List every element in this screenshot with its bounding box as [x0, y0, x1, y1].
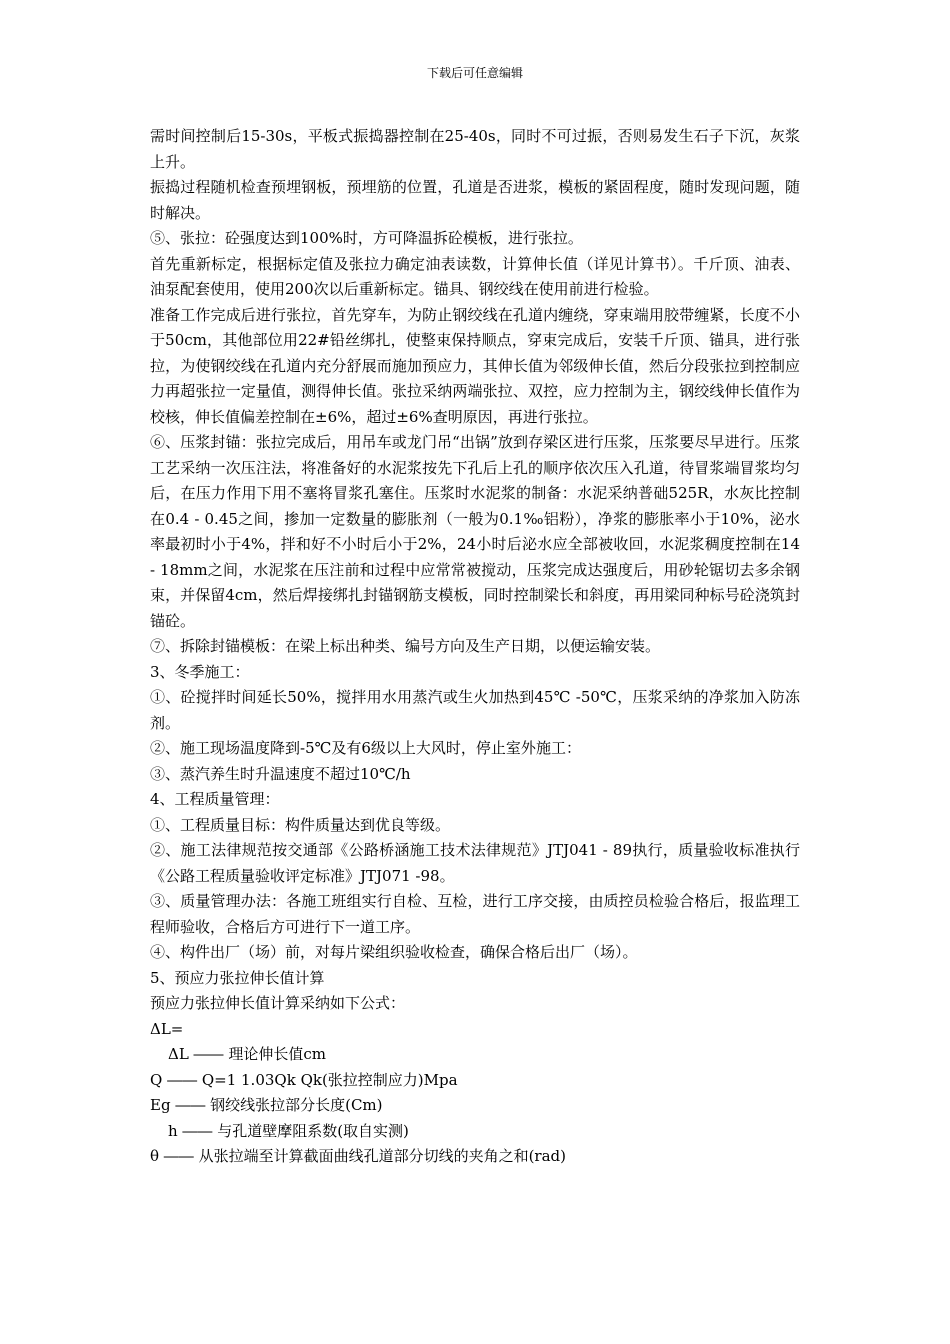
- formula-def-eg: Eg ―― 钢绞线张拉部分长度(Cm): [150, 1096, 383, 1114]
- document-body: [150, 124, 800, 1170]
- paragraph: 首先重新标定，根据标定值及张拉力确定油表读数，计算伸长值（详见计算书）。千斤顶、油表、油泵配套使用，使用200次以后重新标定。锚具、钢绞线在使用前进行检验。: [150, 254, 800, 298]
- formula-def-q: Q ―― Q=1 1.03Qk Qk(张拉控制应力)Mpa: [150, 1070, 458, 1089]
- section-heading: 3、冬季施工：: [150, 662, 250, 681]
- paragraph: ③、蒸汽养生时升温速度不超过10℃/h: [150, 764, 411, 783]
- formula-def-h: h ―― 与孔道壁摩阻系数(取自实测): [168, 1121, 409, 1140]
- formula-block: [150, 1017, 800, 1170]
- paragraph: ①、砼搅拌时间延长50%，搅拌用水用蒸汽或生火加热到45℃ -50℃，压浆采纳的净浆加入防冻剂。: [150, 688, 800, 732]
- section-heading: 5、预应力张拉伸长值计算: [150, 968, 325, 987]
- paragraph: ②、施工现场温度降到-5℃及有6级以上大风时，停止室外施工：: [150, 739, 581, 757]
- paragraph: ④、构件出厂（场）前，对每片梁组织验收检查，确保合格后出厂（场）。: [150, 943, 638, 961]
- paragraph: ⑥、压浆封锚：张拉完成后，用吊车或龙门吊“出锅”放到存梁区进行压浆，压浆要尽早进行。压浆工艺采纳一次压注法，将准备好的水泥浆按先下孔后上孔的顺序依次压入孔道，待冒浆端冒浆均匀后，在压力作用下用不塞将冒浆孔塞住。压浆时水泥浆的制备：水泥采纳普础525R，水灰比控制在0.4 - 0.45之间，掺加一定数量的膨胀剂（一般为0.1‰铝粉），净浆的膨胀率小于10%，泌水率最初时小于4%，拌和好不小时后小于2%，24小时后泌水应全部被收回，水泥浆稠度控制在14 - 18mm之间，水泥浆在压注前和过程中应常常被搅动，压浆完成达强度后，用砂轮锯切去多余钢束，并保留4cm，然后焊接绑扎封锚钢筋支模板，同时控制梁长和斜度，再用梁同种标号砼浇筑封锚砼。: [150, 433, 800, 630]
- paragraph: 需时间控制后15-30s，平板式振捣器控制在25-40s，同时不可过振，否则易发生石子下沉，灰浆上升。: [150, 127, 800, 171]
- paragraph: 振捣过程随机检查预埋钢板，预埋筋的位置，孔道是否进浆，模板的紧固程度，随时发现问题，随时解决。: [150, 178, 800, 222]
- formula-def-delta-l: ΔL ―― 理论伸长值cm: [168, 1045, 326, 1063]
- section-heading: 4、工程质量管理：: [150, 790, 280, 808]
- formula-def-theta: θ ―― 从张拉端至计算截面曲线孔道部分切线的夹角之和(rad): [150, 1147, 566, 1165]
- formula-main: ΔL=: [150, 1019, 184, 1038]
- paragraph: ①、工程质量目标：构件质量达到优良等级。: [150, 815, 451, 834]
- paragraph: 预应力张拉伸长值计算采纳如下公式：: [150, 994, 406, 1012]
- paragraph: ③、质量管理办法：各施工班组实行自检、互检，进行工序交接，由质控员检验合格后，报监理工程师验收，合格后方可进行下一道工序。: [150, 892, 800, 936]
- paragraph: ⑤、张拉：砼强度达到100%时，方可降温拆砼模板，进行张拉。: [150, 229, 583, 247]
- page-header: 下载后可任意编辑: [426, 66, 523, 80]
- paragraph: ②、施工法律规范按交通部《公路桥涵施工技术法律规范》JTJ041 - 89执行，质量验收标准执行《公路工程质量验收评定标准》JTJ071 -98。: [150, 841, 800, 885]
- paragraph: ⑦、拆除封锚模板：在梁上标出种类、编号方向及生产日期，以便运输安装。: [150, 637, 661, 655]
- paragraph: 准备工作完成后进行张拉，首先穿车，为防止钢绞线在孔道内缠绕，穿束端用胶带缠紧，长度不小于50cm，其他部位用22#铅丝绑扎，使整束保持顺点，穿束完成后，安装千斤顶、锚具，进行张拉，为使钢绞线在孔道内充分舒展而施加预应力，其伸长值为邻级伸长值，然后分段张拉到控制应力再超张拉一定量值，测得伸长值。张拉采纳两端张拉、双控，应力控制为主，钢绞线伸长值作为校核，伸长值偏差控制在±6%，超过±6%查明原因，再进行张拉。: [150, 305, 800, 426]
